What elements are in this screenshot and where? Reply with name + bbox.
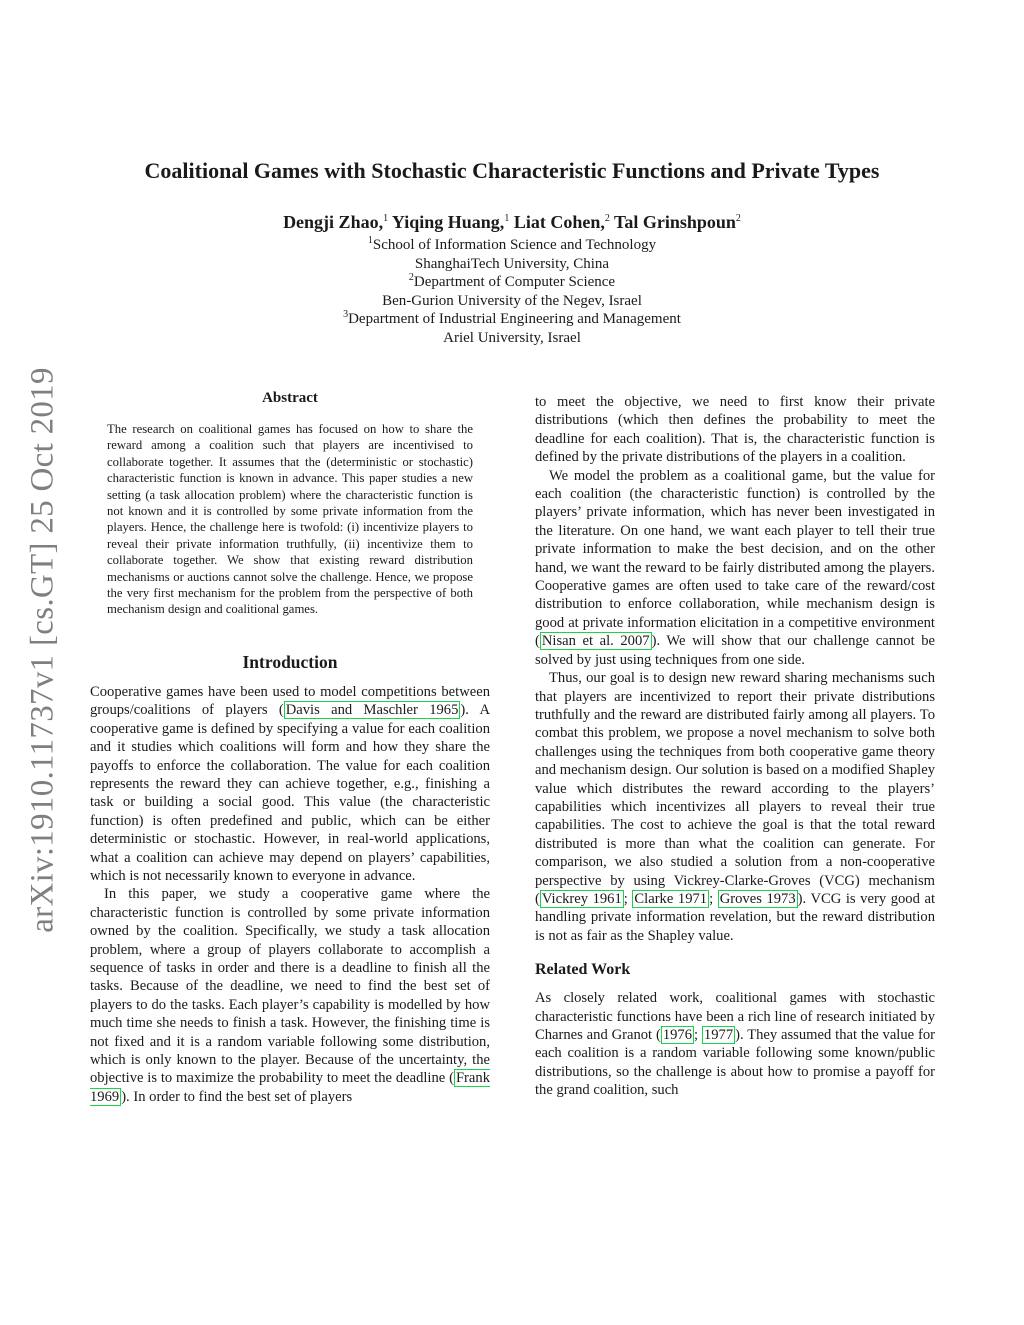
paragraph-text: We model the problem as a coalitional game, but the value for each coalition (the characteristic function) is controlled by the players’ private information, which has never been investigated in the literature. On one hand, we want each player to tell their true private information to make the best decision, and on the other hand, we want the reward to be fairly distributed among the players. Cooperative games are often used to take care of the reward/cost distribution to enforce collaboration, while mechanism design is good at private information elicitation in a competitive environment ( bbox=[535, 467, 935, 650]
author-affiliation-mark: 1 bbox=[504, 213, 510, 224]
author-list bbox=[0, 212, 1024, 233]
paragraph-text: ). We will show that our challenge cannot be solved by just using techniques from one side. bbox=[535, 633, 935, 668]
citation-link[interactable]: Frank 1969 bbox=[90, 1070, 490, 1105]
citation-separator: ; bbox=[709, 890, 718, 907]
paragraph-text: ). A cooperative game is defined by specifying a value for each coalition and it studies which coalitions will form and how they share the payoffs to enforce the collaboration. The value for each coalition represents the reward they can achieve together, e.g., finishing a task or building a social good. This value (the characteristic function) is often predefined and public, which can be either deterministic or stochastic. However, in real-world applications, what a coalition can achieve may depend on players’ capabilities, which is not necessarily known to everyone in advance. bbox=[90, 702, 490, 884]
intro-paragraph-5 bbox=[535, 669, 935, 945]
related-work-heading: Related Work bbox=[535, 961, 631, 979]
citation-link[interactable]: Clarke 1971 bbox=[634, 890, 708, 907]
citation-link[interactable]: Vickrey 1961 bbox=[541, 890, 622, 907]
affiliation-mark: 3 bbox=[343, 309, 349, 321]
affiliation-text: Department of Computer Science bbox=[413, 274, 616, 291]
affiliation-text: School of Information Science and Technology bbox=[372, 237, 657, 253]
affiliation-line bbox=[0, 310, 1024, 329]
author-affiliation-mark: 2 bbox=[735, 213, 741, 224]
abstract-text: The research on coalitional games has focused on how to share the reward among a coalition such that players are incentivised to collaborate together. It assumes that the (deterministic or stochastic) characteristic function is known in advance. This paper studies a new setting (a task allocation problem) where the characteristic function is not known and it is controlled by some private information from the players. Hence, the challenge here is twofold: (i) incentivize players to reveal their private information truthfully, (ii) incentivize them to collaborate together. We show that existing reward distribution mechanisms or auctions cannot solve the challenge. Hence, we propose the very first mechanism for the problem from the perspective of both mechanism design and coalitional games. bbox=[107, 422, 473, 617]
author-name: Yiqing Huang, bbox=[391, 212, 505, 232]
paper-title: Coalitional Games with Stochastic Characteristic Functions and Private Types bbox=[144, 158, 880, 183]
arxiv-side-stamp bbox=[20, 355, 66, 945]
paragraph-text: In this paper, we study a cooperative game where the characteristic function is controlled by some private information owned by the coalition. Specifically, we study a task allocation problem, where a group of players collaborate to accomplish a sequence of tasks in order and there is a deadline to finish all the tasks. Because of the deadline, we need to find the best set of players to do the tasks. Each player’s capability is modelled by how much time she needs to finish a task. However, the finishing time is not fixed and it is a random variable following some distribution, which is only known to the player. Because of the uncertainty, the objective is to maximize the probability to meet the deadline ( bbox=[90, 886, 490, 1087]
author-name: Dengji Zhao, bbox=[283, 212, 384, 232]
paragraph-text: Thus, our goal is to design new reward sharing mechanisms such that players are incentivized to report their private distributions truthfully and the reward are distributed fairly among all players. To combat this problem, we propose a novel mechanism to solve both challenges using the techniques from both cooperative game theory and mechanism design. Our solution is based on a modified Shapley value which distributes the reward according to the players’ capabilities which incentivizes all players to reveal their true capabilities. The cost to achieve the goal is that the total reward distributed is more than what the coalition can generate. For comparison, we also studied a solution from a non-cooperative perspective by using Vickrey-Clarke-Groves (VCG) mechanism ( bbox=[535, 670, 935, 907]
citation-link[interactable]: Davis and Maschler 1965 bbox=[285, 702, 459, 719]
intro-paragraph-1 bbox=[90, 683, 490, 885]
intro-paragraph-3: to meet the objective, we need to first know their private distributions (which then defines the probability to meet the deadline for each coalition). That is, the characteristic function is defined by the private distributions of the players in a coalition. bbox=[535, 394, 935, 466]
affiliation-line bbox=[0, 236, 1024, 255]
author-name: Liat Cohen, bbox=[513, 212, 605, 232]
author-affiliation-mark: 1 bbox=[383, 213, 389, 224]
affiliation-text: Department of Industrial Engineering and Management bbox=[348, 311, 681, 328]
paragraph-text: As closely related work, coalitional games with stochastic characteristic functions have been a rich line of research initiated by Charnes and Granot ( bbox=[535, 990, 935, 1043]
paragraph-text: ). In order to find the best set of players bbox=[121, 1088, 353, 1105]
citation-link[interactable]: 1976 bbox=[662, 1027, 693, 1043]
affiliation-line: Ben-Gurion University of the Negev, Israel bbox=[382, 292, 642, 309]
affiliation-line: Ariel University, Israel bbox=[443, 329, 581, 346]
citation-separator: ; bbox=[623, 890, 633, 907]
abstract-section bbox=[107, 390, 473, 618]
citation-link[interactable]: Groves 1973 bbox=[719, 890, 796, 907]
intro-paragraph-2 bbox=[90, 885, 490, 1106]
abstract-heading: Abstract bbox=[262, 390, 318, 406]
affiliations bbox=[0, 236, 1024, 348]
affiliation-line bbox=[0, 273, 1024, 292]
paragraph-text: Cooperative games have been used to model competitions between groups/coalitions of players ( bbox=[90, 683, 490, 719]
introduction-heading: Introduction bbox=[242, 651, 338, 672]
right-column bbox=[535, 393, 935, 1100]
intro-paragraph-4 bbox=[535, 467, 935, 669]
author-affiliation-mark: 2 bbox=[604, 213, 610, 224]
affiliation-line: ShanghaiTech University, China bbox=[414, 255, 610, 272]
citation-separator: ; bbox=[694, 1027, 702, 1043]
paragraph-text: ). They assumed that the value for each coalition is a random variable following some known/public distributions, so the challenge is about how to promise a payoff for the grand coalition, such bbox=[535, 1027, 936, 1099]
affiliation-mark: 1 bbox=[367, 235, 373, 246]
author-name: Tal Grinshpoun bbox=[614, 212, 736, 232]
related-work-paragraph-1 bbox=[535, 989, 935, 1099]
arxiv-identifier: arXiv:1910.11737v1 [cs.GT] 25 Oct 2019 bbox=[24, 367, 61, 933]
paragraph-text: ). VCG is very good at handling private information revelation, but the reward distribution is not as fair as the Shapley value. bbox=[535, 890, 935, 944]
left-column bbox=[90, 390, 490, 1106]
citation-link[interactable]: 1977 bbox=[703, 1027, 734, 1043]
affiliation-mark: 2 bbox=[408, 272, 414, 284]
citation-link[interactable]: Nisan et al. 2007 bbox=[541, 633, 650, 650]
